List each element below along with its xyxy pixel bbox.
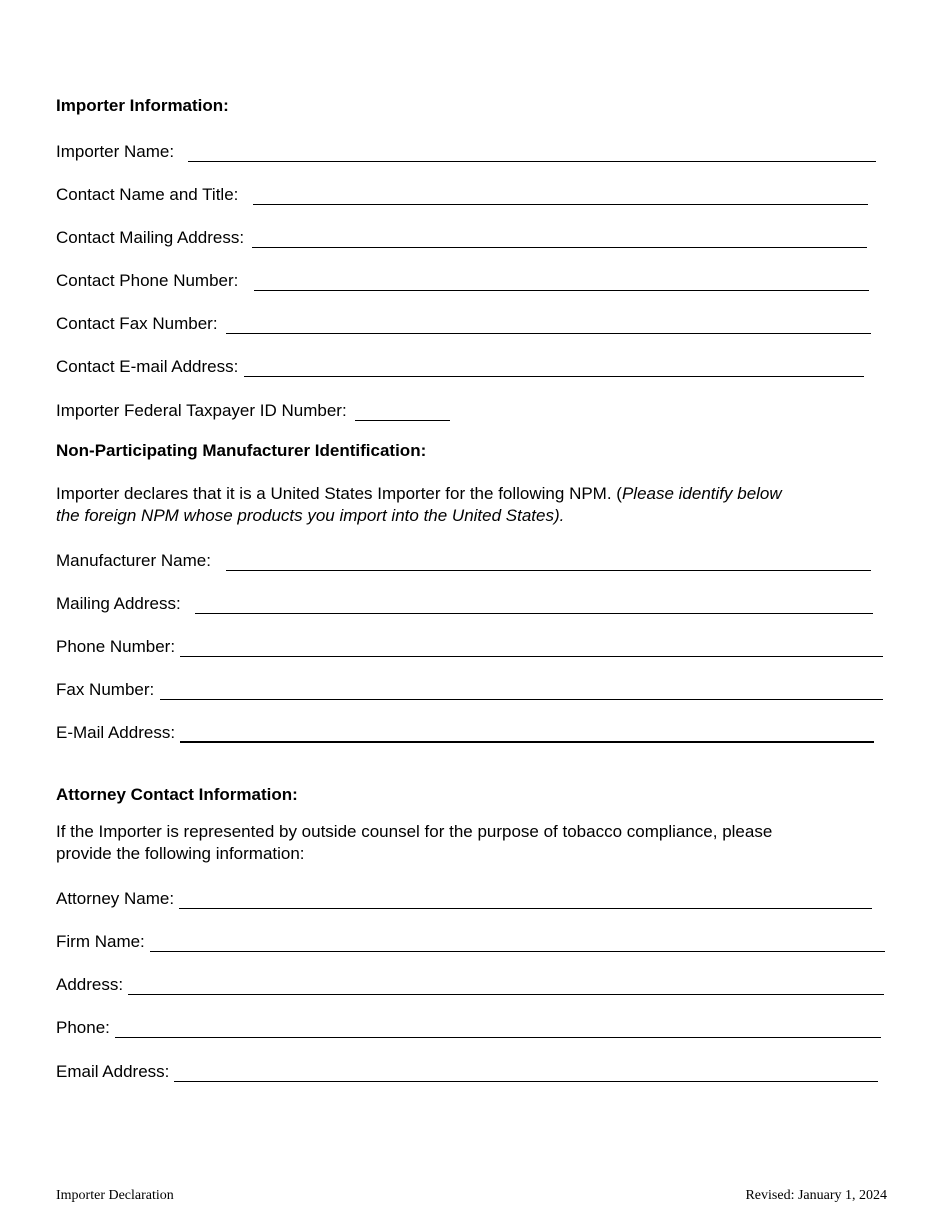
footer-revised-date: Revised: January 1, 2024 <box>745 1188 887 1203</box>
attorney-address-row <box>56 971 884 995</box>
attorney-name-field[interactable] <box>179 890 872 909</box>
contact-phone-label: Contact Phone Number: <box>56 271 239 290</box>
contact-phone-row <box>56 267 869 291</box>
contact-email-label: Contact E-mail Address: <box>56 357 239 376</box>
npm-phone-row <box>56 633 883 657</box>
attorney-address-label: Address: <box>56 975 124 994</box>
npm-email-row <box>56 719 874 743</box>
npm-identification-heading: Non-Participating Manufacturer Identification: <box>56 441 427 460</box>
attorney-phone-row <box>56 1014 881 1038</box>
taxpayer-id-label: Importer Federal Taxpayer ID Number: <box>56 401 347 420</box>
attorney-intro-line-2: provide the following information: <box>56 844 305 863</box>
attorney-intro-paragraph <box>56 821 916 865</box>
contact-fax-field[interactable] <box>226 315 871 334</box>
npm-phone-label: Phone Number: <box>56 637 176 656</box>
npm-email-label: E-Mail Address: <box>56 723 176 742</box>
npm-declaration-text: Importer declares that it is a United States Importer for the following NPM. ( <box>56 484 622 503</box>
contact-mailing-address-row <box>56 224 867 248</box>
contact-mailing-address-label: Contact Mailing Address: <box>56 228 245 247</box>
npm-declaration-paragraph <box>56 483 876 527</box>
contact-mailing-address-field[interactable] <box>252 229 867 248</box>
attorney-name-row <box>56 885 872 909</box>
attorney-name-label: Attorney Name: <box>56 889 175 908</box>
contact-email-row <box>56 353 864 377</box>
npm-mailing-address-label: Mailing Address: <box>56 594 181 613</box>
footer-document-title: Importer Declaration <box>56 1188 174 1203</box>
npm-declaration-italic-2: the foreign NPM whose products you import into the United States). <box>56 506 565 525</box>
firm-name-row <box>56 928 885 952</box>
contact-name-title-label: Contact Name and Title: <box>56 185 239 204</box>
npm-mailing-address-row <box>56 590 873 614</box>
taxpayer-id-field[interactable] <box>355 402 450 421</box>
firm-name-label: Firm Name: <box>56 932 145 951</box>
npm-fax-field[interactable] <box>160 681 883 700</box>
manufacturer-name-row <box>56 547 871 571</box>
importer-name-label: Importer Name: <box>56 142 175 161</box>
attorney-phone-field[interactable] <box>115 1019 881 1038</box>
manufacturer-name-field[interactable] <box>226 552 871 571</box>
importer-name-row <box>56 138 876 162</box>
contact-fax-row <box>56 310 871 334</box>
manufacturer-name-label: Manufacturer Name: <box>56 551 211 570</box>
attorney-intro-line-1: If the Importer is represented by outside counsel for the purpose of tobacco compliance, please <box>56 822 773 841</box>
npm-mailing-address-field[interactable] <box>195 595 873 614</box>
npm-email-field[interactable] <box>180 723 874 743</box>
attorney-email-row <box>56 1058 878 1082</box>
npm-phone-field[interactable] <box>180 638 883 657</box>
taxpayer-id-row <box>56 397 450 421</box>
importer-information-heading: Importer Information: <box>56 96 229 115</box>
importer-name-field[interactable] <box>188 143 876 162</box>
attorney-address-field[interactable] <box>128 976 884 995</box>
contact-phone-field[interactable] <box>254 272 869 291</box>
attorney-email-label: Email Address: <box>56 1062 170 1081</box>
npm-fax-label: Fax Number: <box>56 680 155 699</box>
firm-name-field[interactable] <box>150 933 885 952</box>
contact-email-field[interactable] <box>244 358 864 377</box>
attorney-phone-label: Phone: <box>56 1018 110 1037</box>
attorney-contact-heading: Attorney Contact Information: <box>56 785 298 804</box>
npm-fax-row <box>56 676 883 700</box>
npm-declaration-italic-1: Please identify below <box>621 484 782 503</box>
contact-name-title-row <box>56 181 868 205</box>
attorney-email-field[interactable] <box>174 1063 878 1082</box>
contact-fax-label: Contact Fax Number: <box>56 314 218 333</box>
contact-name-title-field[interactable] <box>253 186 868 205</box>
